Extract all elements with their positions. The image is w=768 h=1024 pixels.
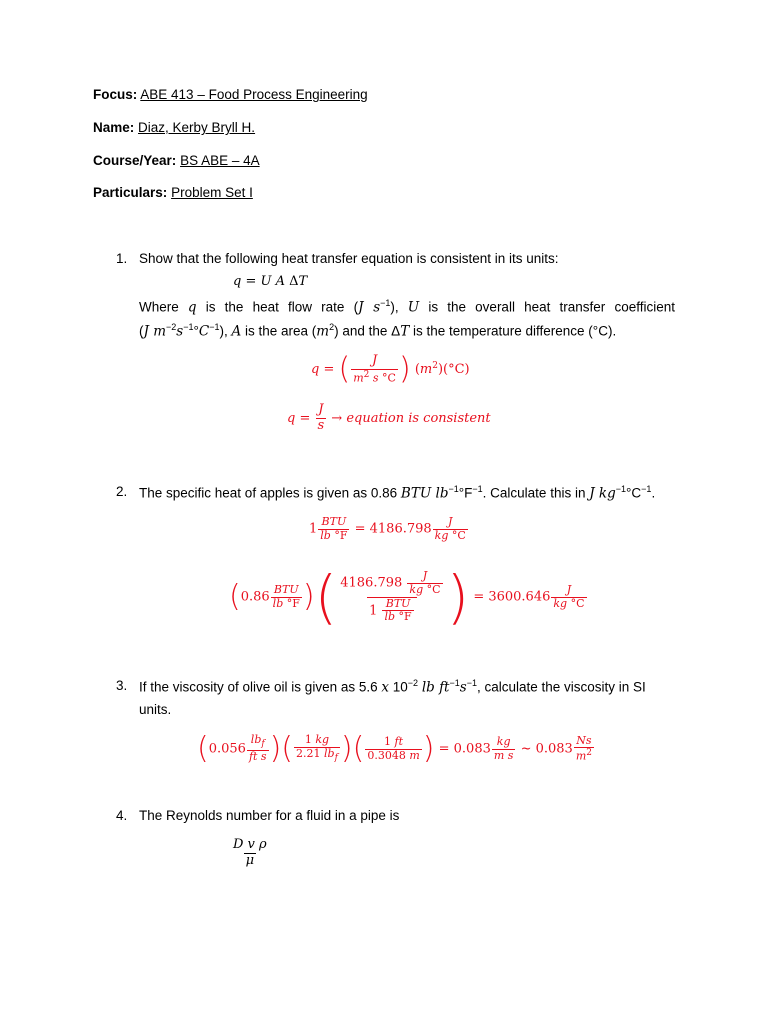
problem-3-prompt-line-2: units. bbox=[139, 702, 172, 717]
name-row bbox=[93, 120, 255, 135]
problem-2-conversion: 1 $\frac{\text{BTU}}{lb ^\circ F}$ = 4186.798 $\frac{J}{kg ^\circ C}$ bbox=[309, 515, 466, 542]
problem-1-number: 1. bbox=[116, 251, 128, 266]
problem-4-prompt: The Reynolds number for a fluid in a pipe is bbox=[139, 808, 400, 823]
particulars-row bbox=[93, 185, 253, 200]
course-row bbox=[93, 153, 260, 168]
focus-row bbox=[93, 87, 368, 102]
problem-2-prompt: The specific heat of apples is given as 0.86 BTU $lb^{-1}^\circ F^{-1}$. Calculate this in J $kg^{-1}^\circ C^{-1}$. bbox=[139, 484, 656, 502]
problem-1-where-line-1: Where q is the heat flow rate (J $s^{-1}$), U is the overall heat transfer coefficient bbox=[139, 298, 675, 316]
problem-4-number: 4. bbox=[116, 808, 128, 823]
problem-4-formula: $\frac{\text{D v ρ}}{\mu}$ bbox=[233, 837, 267, 868]
focus-value: ABE 413 – Food Process Engineering bbox=[140, 87, 368, 102]
course-label: Course/Year: bbox=[93, 153, 177, 168]
course-value: BS ABE – 4A bbox=[180, 153, 260, 168]
problem-2-number: 2. bbox=[116, 484, 128, 499]
name-label: Name: bbox=[93, 120, 135, 135]
problem-1-prompt: Show that the following heat transfer equation is consistent in its units: bbox=[139, 251, 559, 266]
problem-1-solution-line-1: q = ( $\frac{J}{m^2 s ^\circ C}$ ) $(m^2)(^\circ C)$ bbox=[311, 351, 470, 387]
particulars-value: Problem Set I bbox=[171, 185, 253, 200]
name-value: Diaz, Kerby Bryll H. bbox=[138, 120, 256, 135]
problem-1-solution-line-2: q = $\frac{J}{s}$ → equation is consistent bbox=[287, 402, 491, 433]
problem-3-solution: (0.056 $\frac{lb_f}{\text{ft s}}$ )( $\frac{1 kg}{2.21 lb_f}$ )( $\frac{1 ft}{0.3048 m}$ ) = 0.083 $\frac{kg}{\text{m s}}$ ~ 0.083 $\frac{Ns}{m^2}$ bbox=[197, 731, 592, 766]
focus-label: Focus: bbox=[93, 87, 138, 102]
problem-2-solution: (0.86 $\frac{\text{BTU}}{lb ^\circ F}$ )( 4186.798 $\frac{J}{kg ^\circ C}$ 1 $\frac{\text{BTU}}{lb ^\circ F}$ ) = 3600.646 $\frac{J}{kg ^\circ C}$ bbox=[229, 563, 585, 631]
problem-3-prompt-line-1: If the viscosity of olive oil is given as 5.6 x $10^{-2}$ lb $ft^{-1}s^{-1}$, calculate the viscosity in SI bbox=[139, 678, 646, 696]
problem-1-equation: q = U A ΔT bbox=[233, 274, 308, 289]
particulars-label: Particulars: bbox=[93, 185, 168, 200]
problem-1-where-line-2: (J $m^{-2}s^{-1}^\circ C^{-1}$), A is the area $(m^2)$ and the ΔT is the temperature difference (°C). bbox=[139, 322, 617, 340]
problem-3-number: 3. bbox=[116, 678, 128, 693]
